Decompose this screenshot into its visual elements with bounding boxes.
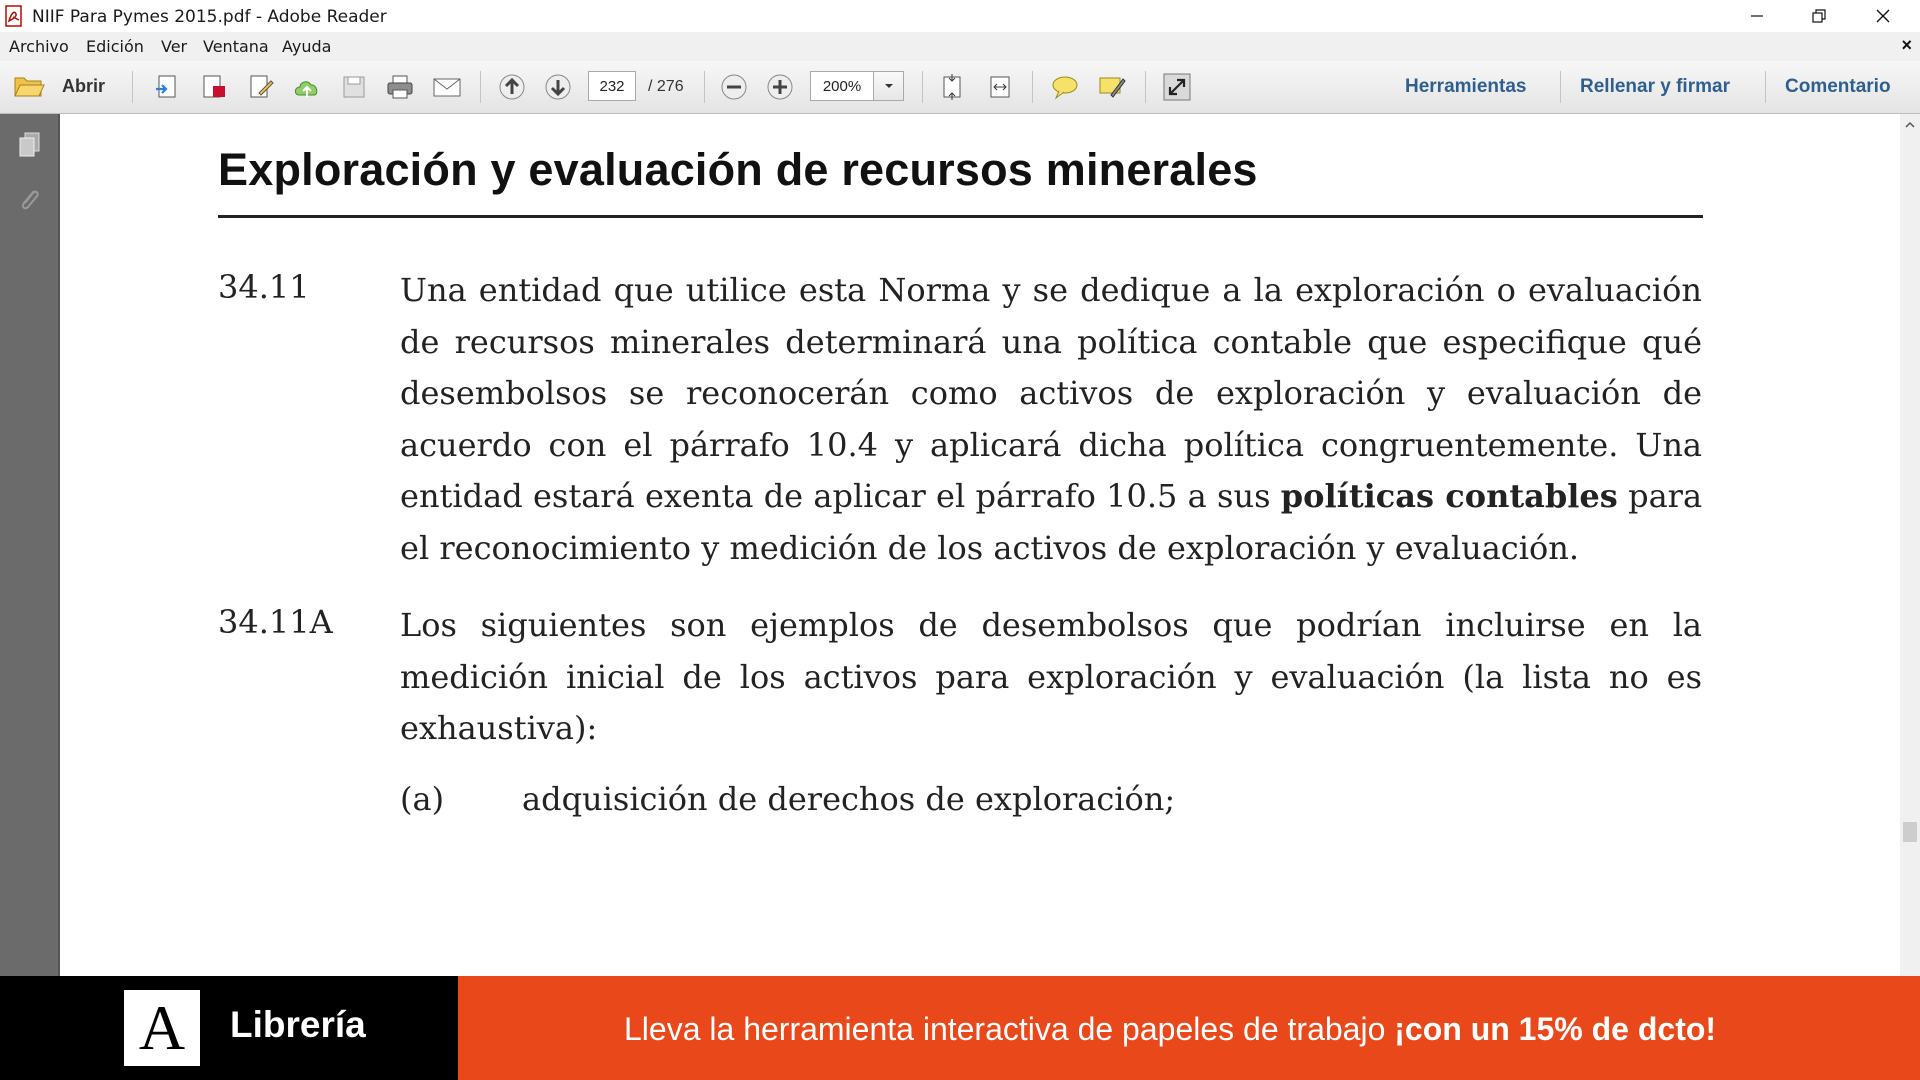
chevron-down-icon	[884, 82, 894, 90]
create-pdf-icon	[153, 73, 181, 101]
page-number-input[interactable]	[588, 71, 636, 101]
toolbar-divider	[1560, 71, 1561, 103]
heading-rule	[218, 215, 1703, 218]
fit-page-button[interactable]	[935, 70, 969, 104]
export-pdf-icon	[200, 73, 228, 101]
paragraph-text: Los siguientes son ejemplos de desembolsos que podrían incluirse en la medición inicial de los activos para exploración y evaluación (la lista no es exhaustiva):	[400, 606, 1702, 747]
restore-icon	[1812, 9, 1826, 23]
email-button[interactable]	[430, 70, 464, 104]
zoom-out-icon	[720, 73, 748, 101]
brand-name: Librería	[230, 1004, 366, 1045]
minimize-icon	[1750, 9, 1764, 23]
print-icon	[385, 73, 415, 101]
attachments-button[interactable]	[12, 182, 46, 216]
menu-bar	[0, 32, 1920, 62]
attachment-icon	[16, 185, 42, 213]
edit-pdf-button[interactable]	[244, 70, 278, 104]
upload-button[interactable]	[290, 70, 324, 104]
fit-width-icon	[986, 73, 1014, 101]
save-button[interactable]	[337, 70, 371, 104]
menu-edicion[interactable]: Edición	[86, 37, 144, 56]
tools-panel-link[interactable]: Herramientas	[1405, 76, 1527, 97]
fit-width-button[interactable]	[983, 70, 1017, 104]
comment-icon	[1050, 74, 1080, 100]
open-label[interactable]: Abrir	[62, 76, 106, 96]
zoom-in-button[interactable]	[763, 70, 797, 104]
list-item-label: (a)	[400, 780, 445, 818]
menu-ver[interactable]: Ver	[161, 37, 188, 56]
arrow-up-icon	[498, 73, 526, 101]
title-bar	[0, 0, 1920, 32]
toolbar-divider	[1145, 71, 1146, 103]
next-page-button[interactable]	[541, 70, 575, 104]
zoom-level-input[interactable]	[810, 71, 874, 101]
save-icon	[341, 74, 367, 100]
email-icon	[432, 75, 462, 99]
fill-sign-panel-link[interactable]: Rellenar y firmar	[1580, 76, 1730, 97]
sign-button[interactable]	[1095, 70, 1129, 104]
zoom-out-button[interactable]	[717, 70, 751, 104]
toolbar	[0, 61, 1920, 114]
close-button[interactable]	[1852, 0, 1914, 32]
menu-ayuda[interactable]: Ayuda	[282, 37, 332, 56]
toolbar-divider	[1032, 71, 1033, 103]
bold-term: políticas contables	[1280, 477, 1618, 515]
print-button[interactable]	[383, 70, 417, 104]
paragraph-number: 34.11A	[218, 603, 333, 641]
promo-message[interactable]: Lleva la herramienta interactiva de papeles de trabajo ¡con un 15% de dcto!	[624, 1011, 1717, 1047]
sign-icon	[1097, 73, 1127, 101]
cloud-upload-icon	[292, 73, 322, 101]
arrow-down-icon	[544, 73, 572, 101]
navigation-pane	[0, 114, 60, 976]
vertical-scrollbar[interactable]	[1900, 114, 1920, 976]
promo-banner-brand-area	[0, 976, 458, 1080]
close-icon	[1875, 8, 1891, 24]
page-thumbnails-button[interactable]	[12, 128, 46, 162]
comment-button[interactable]	[1048, 70, 1082, 104]
toolbar-divider	[704, 71, 705, 103]
export-pdf-button[interactable]	[197, 70, 231, 104]
fit-page-icon	[939, 73, 965, 101]
edit-pdf-icon	[247, 73, 275, 101]
comment-panel-link[interactable]: Comentario	[1785, 76, 1891, 97]
menu-ventana[interactable]: Ventana	[203, 37, 269, 56]
previous-page-button[interactable]	[495, 70, 529, 104]
pdf-icon	[4, 5, 24, 27]
window-title: NIIF Para Pymes 2015.pdf - Adobe Reader	[32, 7, 387, 27]
menu-archivo[interactable]: Archivo	[9, 37, 69, 56]
scroll-up-button[interactable]	[1903, 118, 1917, 132]
document-close-button[interactable]: ×	[1901, 35, 1912, 55]
scrollbar-thumb[interactable]	[1903, 822, 1917, 842]
folder-open-icon	[13, 74, 45, 100]
minimize-button[interactable]	[1726, 0, 1788, 32]
toolbar-divider	[480, 71, 481, 103]
restore-button[interactable]	[1788, 0, 1850, 32]
paragraph-text: Una entidad que utilice esta Norma y se dedique a la exploración o evaluación de recursos minerales determinará una política contable que especifique qué desembolsos se reconocerán como activos de exploración y evaluación de acuerdo con el párrafo 10.4 y aplicará dicha política congruentemente. Una entidad estará exenta de aplicar el párrafo 10.5 a sus políticas contables para el reconocimiento y medición de los activos de exploración y evaluación.	[400, 271, 1703, 567]
create-pdf-button[interactable]	[150, 70, 184, 104]
toolbar-divider	[132, 71, 133, 103]
fullscreen-button[interactable]	[1160, 70, 1194, 104]
list-item-text: adquisición de derechos de exploración;	[522, 780, 1176, 818]
open-button[interactable]	[12, 70, 46, 104]
pages-icon	[16, 131, 42, 159]
chevron-up-icon	[1905, 121, 1915, 129]
section-heading: Exploración y evaluación de recursos minerales	[218, 144, 1258, 195]
paragraph-number: 34.11	[218, 268, 310, 306]
toolbar-divider	[1765, 71, 1766, 103]
brand-logo: A	[124, 990, 200, 1066]
page-total: / 276	[648, 78, 684, 95]
toolbar-divider	[922, 71, 923, 103]
zoom-in-icon	[766, 73, 794, 101]
fullscreen-icon	[1162, 72, 1192, 102]
zoom-dropdown-button[interactable]	[874, 71, 904, 101]
